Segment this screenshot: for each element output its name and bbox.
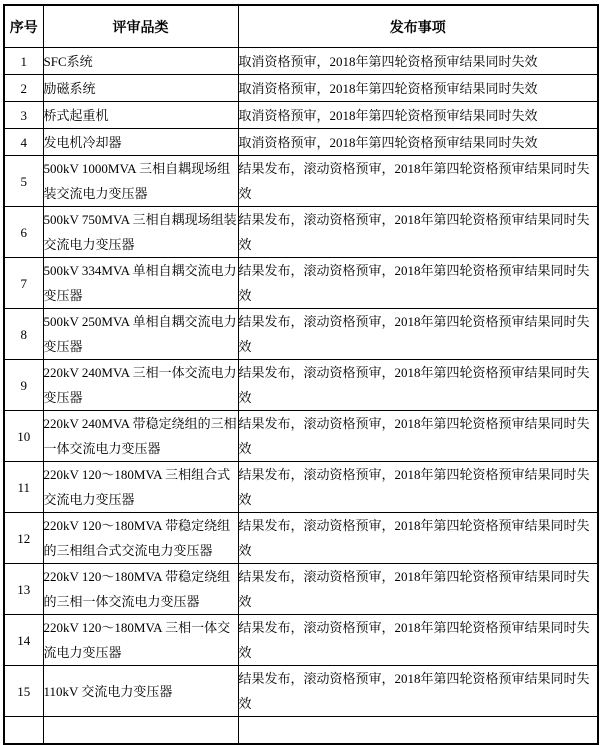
table-row xyxy=(4,513,598,564)
review-category-cell: 220kV 120～180MVA 三相一体交流电力变压器 xyxy=(43,615,238,666)
announcement-cell: 结果发布，滚动资格预审，2018年第四轮资格预审结果同时失效 xyxy=(238,309,598,360)
announcement-cell: 结果发布，滚动资格预审，2018年第四轮资格预审结果同时失效 xyxy=(238,156,598,207)
table-row xyxy=(4,615,598,666)
serial-number-cell: 14 xyxy=(4,615,43,666)
table-row xyxy=(4,129,598,156)
table-row xyxy=(4,360,598,411)
header-row xyxy=(4,5,598,48)
table-row xyxy=(4,207,598,258)
table-row xyxy=(4,48,598,75)
review-category-cell: 220kV 120～180MVA 三相组合式交流电力变压器 xyxy=(43,462,238,513)
announcement-cell: 结果发布，滚动资格预审，2018年第四轮资格预审结果同时失效 xyxy=(238,207,598,258)
announcement-cell: 取消资格预审，2018年第四轮资格预审结果同时失效 xyxy=(238,48,598,75)
table-row xyxy=(4,258,598,309)
serial-number-cell: 1 xyxy=(4,48,43,75)
table-row xyxy=(4,156,598,207)
serial-number-cell: 10 xyxy=(4,411,43,462)
table-row-partial xyxy=(4,717,598,745)
review-category-cell: 220kV 120～180MVA 带稳定绕组的三相组合式交流电力变压器 xyxy=(43,513,238,564)
serial-number-cell: 11 xyxy=(4,462,43,513)
review-category-cell: SFC系统 xyxy=(43,48,238,75)
serial-number-cell: 7 xyxy=(4,258,43,309)
review-category-cell: 500kV 750MVA 三相自耦现场组装交流电力变压器 xyxy=(43,207,238,258)
serial-number-cell: 12 xyxy=(4,513,43,564)
announcement-cell: 结果发布，滚动资格预审，2018年第四轮资格预审结果同时失效 xyxy=(238,564,598,615)
announcement-cell: 结果发布，滚动资格预审，2018年第四轮资格预审结果同时失效 xyxy=(238,513,598,564)
review-category-cell: 220kV 120～180MVA 带稳定绕组的三相一体交流电力变压器 xyxy=(43,564,238,615)
table-row xyxy=(4,564,598,615)
document-page xyxy=(3,4,602,745)
serial-number-cell: 13 xyxy=(4,564,43,615)
col-header-serial-number: 序号 xyxy=(4,5,43,48)
announcement-cell: 结果发布，滚动资格预审，2018年第四轮资格预审结果同时失效 xyxy=(238,462,598,513)
review-category-cell: 励磁系统 xyxy=(43,75,238,102)
announcement-cell: 结果发布，滚动资格预审，2018年第四轮资格预审结果同时失效 xyxy=(238,666,598,717)
review-category-cell: 发电机冷却器 xyxy=(43,129,238,156)
table-row xyxy=(4,411,598,462)
serial-number-cell: 3 xyxy=(4,102,43,129)
announcement-cell: 结果发布，滚动资格预审，2018年第四轮资格预审结果同时失效 xyxy=(238,360,598,411)
col-header-announcement: 发布事项 xyxy=(238,5,598,48)
announcement-cell: 取消资格预审，2018年第四轮资格预审结果同时失效 xyxy=(238,102,598,129)
announcement-cell: 取消资格预审，2018年第四轮资格预审结果同时失效 xyxy=(238,75,598,102)
serial-number-cell: 15 xyxy=(4,666,43,717)
serial-number-cell: 2 xyxy=(4,75,43,102)
qualification-review-table xyxy=(3,4,599,745)
table-row xyxy=(4,666,598,717)
col-header-review-category: 评审品类 xyxy=(43,5,238,48)
table-row xyxy=(4,75,598,102)
table-body xyxy=(4,48,598,745)
review-category-cell: 500kV 334MVA 单相自耦交流电力变压器 xyxy=(43,258,238,309)
empty-cell xyxy=(43,717,238,745)
review-category-cell: 220kV 240MVA 带稳定绕组的三相一体交流电力变压器 xyxy=(43,411,238,462)
serial-number-cell: 9 xyxy=(4,360,43,411)
empty-cell xyxy=(4,717,43,745)
table-row xyxy=(4,102,598,129)
serial-number-cell: 5 xyxy=(4,156,43,207)
table-header xyxy=(4,5,598,48)
table-row xyxy=(4,309,598,360)
review-category-cell: 500kV 1000MVA 三相自耦现场组装交流电力变压器 xyxy=(43,156,238,207)
announcement-cell: 结果发布，滚动资格预审，2018年第四轮资格预审结果同时失效 xyxy=(238,258,598,309)
serial-number-cell: 8 xyxy=(4,309,43,360)
announcement-cell: 结果发布，滚动资格预审，2018年第四轮资格预审结果同时失效 xyxy=(238,615,598,666)
announcement-cell: 取消资格预审，2018年第四轮资格预审结果同时失效 xyxy=(238,129,598,156)
table-row xyxy=(4,462,598,513)
review-category-cell: 桥式起重机 xyxy=(43,102,238,129)
empty-cell xyxy=(238,717,598,745)
serial-number-cell: 4 xyxy=(4,129,43,156)
review-category-cell: 220kV 240MVA 三相一体交流电力变压器 xyxy=(43,360,238,411)
review-category-cell: 500kV 250MVA 单相自耦交流电力变压器 xyxy=(43,309,238,360)
serial-number-cell: 6 xyxy=(4,207,43,258)
announcement-cell: 结果发布，滚动资格预审，2018年第四轮资格预审结果同时失效 xyxy=(238,411,598,462)
review-category-cell: 110kV 交流电力变压器 xyxy=(43,666,238,717)
